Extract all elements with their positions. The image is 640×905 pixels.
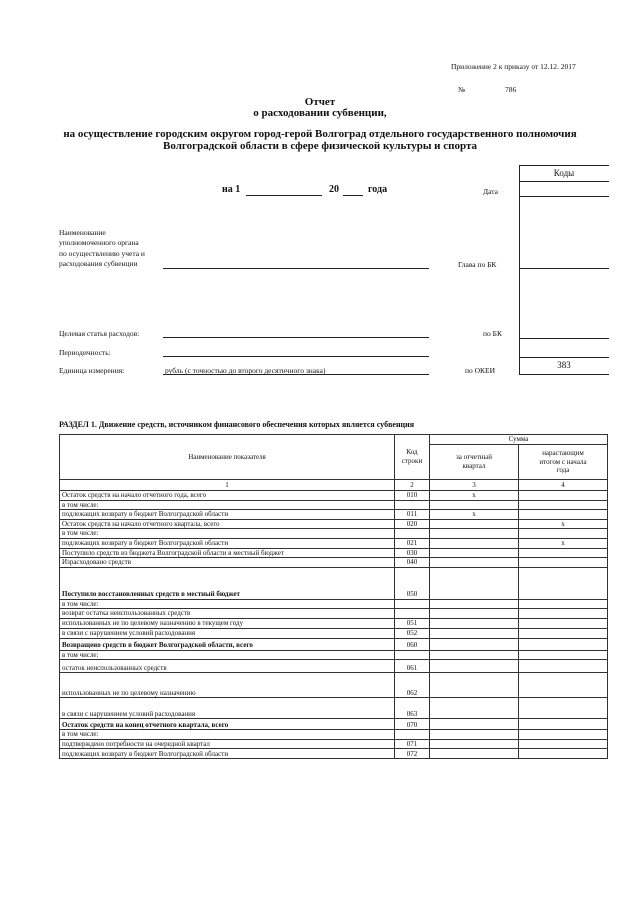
row-cumulative-value[interactable] — [519, 660, 608, 673]
period-label: Периодичность: — [59, 348, 111, 357]
row-cumulative-value[interactable]: x — [519, 538, 608, 548]
codes-divider — [519, 357, 609, 358]
table-row — [60, 599, 608, 609]
row-name: возврат остатка неиспользованных средств — [60, 609, 395, 619]
row-cumulative-value[interactable] — [519, 548, 608, 558]
col-header-sum: Сумма — [430, 435, 608, 445]
row-cumulative-value[interactable] — [519, 609, 608, 619]
table-row — [60, 650, 608, 660]
row-period-value[interactable]: x — [430, 491, 519, 501]
section1-table — [59, 434, 608, 759]
row-name: Возвращено средств в бюджет Волгоградской области, всего — [60, 638, 395, 650]
table-row — [60, 510, 608, 520]
appendix-note: Приложение 2 к приказу от 12.12. 2017 — [451, 62, 576, 71]
glava-label: Глава по БК — [458, 260, 497, 269]
row-code: 051 — [395, 618, 430, 628]
row-code: 061 — [395, 660, 430, 673]
row-name: в связи с нарушением условий расходования — [60, 628, 395, 638]
row-code — [395, 599, 430, 609]
row-name: Израсходовано средств — [60, 558, 395, 568]
row-period-value[interactable] — [430, 730, 519, 740]
row-name: Остаток средств на конец отчетного квартала, всего — [60, 719, 395, 730]
number-label: № — [458, 85, 466, 94]
okei-code-value: 383 — [557, 360, 571, 370]
table-row — [60, 730, 608, 740]
row-code: 021 — [395, 538, 430, 548]
row-period-value[interactable] — [430, 599, 519, 609]
codes-divider — [519, 338, 609, 339]
table-row — [60, 491, 608, 501]
row-period-value[interactable] — [430, 548, 519, 558]
row-name: Поступило восстановленных средств в местный бюджет — [60, 567, 395, 599]
org-label: Наименование — [59, 228, 106, 237]
row-name: в том числе: — [60, 599, 395, 609]
date-year-field[interactable] — [343, 195, 363, 196]
table-row — [60, 673, 608, 698]
row-code: 040 — [395, 558, 430, 568]
row-name: подлежащих возврату в бюджет Волгоградской области — [60, 510, 395, 520]
row-cumulative-value[interactable] — [519, 599, 608, 609]
table-row — [60, 739, 608, 749]
row-period-value[interactable] — [430, 739, 519, 749]
target-label: Целевая статья расходов: — [59, 329, 140, 338]
col-header-cumulative: нарастающим итогом с начала года — [519, 445, 608, 480]
row-period-value[interactable] — [430, 628, 519, 638]
period-field[interactable] — [163, 356, 429, 357]
row-period-value[interactable] — [430, 749, 519, 759]
org-label: по осуществлению учета и — [59, 249, 145, 258]
row-name: в том числе: — [60, 500, 395, 510]
row-period-value[interactable] — [430, 609, 519, 619]
codes-bottom — [519, 374, 609, 375]
row-code: 062 — [395, 673, 430, 698]
table-row — [60, 519, 608, 529]
okei-label: по ОКЕИ — [465, 366, 496, 375]
date-year-prefix: 20 — [329, 184, 339, 195]
row-name: подлежащих возврату в бюджет Волгоградской области — [60, 749, 395, 759]
table-row — [60, 500, 608, 510]
row-name: подтверждено потребности на очередной квартал — [60, 739, 395, 749]
row-code: 063 — [395, 698, 430, 719]
row-code — [395, 650, 430, 660]
row-name: в том числе: — [60, 730, 395, 740]
row-cumulative-value[interactable] — [519, 749, 608, 759]
row-code — [395, 730, 430, 740]
row-code: 050 — [395, 567, 430, 599]
report-subtitle: о расходовании субвенции, — [253, 107, 387, 119]
row-name: остаток неиспользованных средств — [60, 660, 395, 673]
target-field[interactable] — [163, 337, 429, 338]
unit-label: Единица измерения: — [59, 366, 125, 375]
col-number: 4 — [519, 480, 608, 491]
row-code — [395, 609, 430, 619]
row-cumulative-value[interactable] — [519, 567, 608, 599]
row-code: 030 — [395, 548, 430, 558]
row-code: 011 — [395, 510, 430, 520]
row-code — [395, 500, 430, 510]
row-cumulative-value[interactable] — [519, 739, 608, 749]
row-cumulative-value[interactable] — [519, 618, 608, 628]
row-period-value[interactable] — [430, 538, 519, 548]
table-row — [60, 618, 608, 628]
row-name: Остаток средств на начало отчетного квартала, всего — [60, 519, 395, 529]
row-period-value[interactable] — [430, 558, 519, 568]
row-name: использованных не по целевому назначению — [60, 673, 395, 698]
table-row — [60, 638, 608, 650]
date-year-suffix: года — [368, 184, 388, 195]
table-row — [60, 628, 608, 638]
po-bk-label: по БК — [483, 329, 502, 338]
row-name: в том числе: — [60, 650, 395, 660]
col-header-period: за отчетный квартал — [430, 445, 519, 480]
row-name: подлежащих возврату в бюджет Волгоградской области — [60, 538, 395, 548]
row-cumulative-value[interactable] — [519, 491, 608, 501]
date-prefix: на 1 — [222, 184, 241, 195]
row-cumulative-value[interactable] — [519, 558, 608, 568]
col-header-name: Наименование показателя — [60, 435, 395, 480]
row-cumulative-value[interactable] — [519, 500, 608, 510]
row-cumulative-value[interactable] — [519, 510, 608, 520]
section1-title: РАЗДЕЛ 1. Движение средств, источником финансового обеспечения которых является субвенция — [59, 420, 415, 429]
row-period-value[interactable] — [430, 500, 519, 510]
table-row — [60, 609, 608, 619]
table-row — [60, 719, 608, 730]
date-month-field[interactable] — [246, 195, 322, 196]
row-period-value[interactable] — [430, 698, 519, 719]
unit-value: рубль (с точностью до второго десятичного знака) — [165, 366, 326, 375]
col-number: 2 — [395, 480, 430, 491]
codes-divider — [519, 196, 609, 197]
table-row — [60, 749, 608, 759]
table-row — [60, 567, 608, 599]
row-period-value[interactable] — [430, 650, 519, 660]
row-period-value[interactable] — [430, 519, 519, 529]
row-code: 020 — [395, 519, 430, 529]
row-cumulative-value[interactable]: x — [519, 519, 608, 529]
row-code: 060 — [395, 638, 430, 650]
col-number: 1 — [60, 480, 395, 491]
row-period-value[interactable] — [430, 567, 519, 599]
org-label: уполномоченного органа — [59, 238, 139, 247]
row-code — [395, 529, 430, 539]
row-name: Поступило средств из бюджета Волгоградской области в местный бюджет — [60, 548, 395, 558]
row-code: 070 — [395, 719, 430, 730]
codes-header: Коды — [519, 165, 609, 182]
row-period-value[interactable] — [430, 673, 519, 698]
date-label: Дата — [483, 187, 498, 196]
report-subject-line1: на осуществление городским округом город-герой Волгоград отдельного государственного полномочия — [63, 128, 577, 140]
table-row — [60, 660, 608, 673]
row-period-value[interactable] — [430, 719, 519, 730]
row-cumulative-value[interactable] — [519, 529, 608, 539]
org-label: расходования субвенции — [59, 259, 138, 268]
row-code: 010 — [395, 491, 430, 501]
codes-divider — [519, 268, 609, 269]
row-period-value[interactable] — [430, 618, 519, 628]
row-cumulative-value[interactable] — [519, 673, 608, 698]
row-name: использованных не по целевому назначению в текущем году — [60, 618, 395, 628]
row-period-value[interactable] — [430, 638, 519, 650]
row-cumulative-value[interactable] — [519, 730, 608, 740]
number-value: 786 — [505, 85, 517, 94]
row-cumulative-value[interactable] — [519, 698, 608, 719]
row-cumulative-value[interactable] — [519, 638, 608, 650]
table-row — [60, 538, 608, 548]
table-row — [60, 548, 608, 558]
report-subject-line2: Волгоградской области в сфере физической культуры и спорта — [163, 140, 477, 152]
row-name: Остаток средств на начало отчетного года, всего — [60, 491, 395, 501]
row-period-value[interactable]: x — [430, 510, 519, 520]
table-row — [60, 698, 608, 719]
row-cumulative-value[interactable] — [519, 650, 608, 660]
report-title: Отчет — [304, 96, 336, 108]
table-row — [60, 558, 608, 568]
col-header-code: Код строки — [395, 435, 430, 480]
org-field[interactable] — [163, 268, 429, 269]
row-name: в связи с нарушением условий расходования — [60, 698, 395, 719]
row-name: в том числе: — [60, 529, 395, 539]
row-code: 052 — [395, 628, 430, 638]
row-code: 071 — [395, 739, 430, 749]
table-row — [60, 529, 608, 539]
row-cumulative-value[interactable] — [519, 719, 608, 730]
row-period-value[interactable] — [430, 660, 519, 673]
col-number: 3 — [430, 480, 519, 491]
unit-field — [163, 374, 429, 375]
row-code: 072 — [395, 749, 430, 759]
row-period-value[interactable] — [430, 529, 519, 539]
row-cumulative-value[interactable] — [519, 628, 608, 638]
